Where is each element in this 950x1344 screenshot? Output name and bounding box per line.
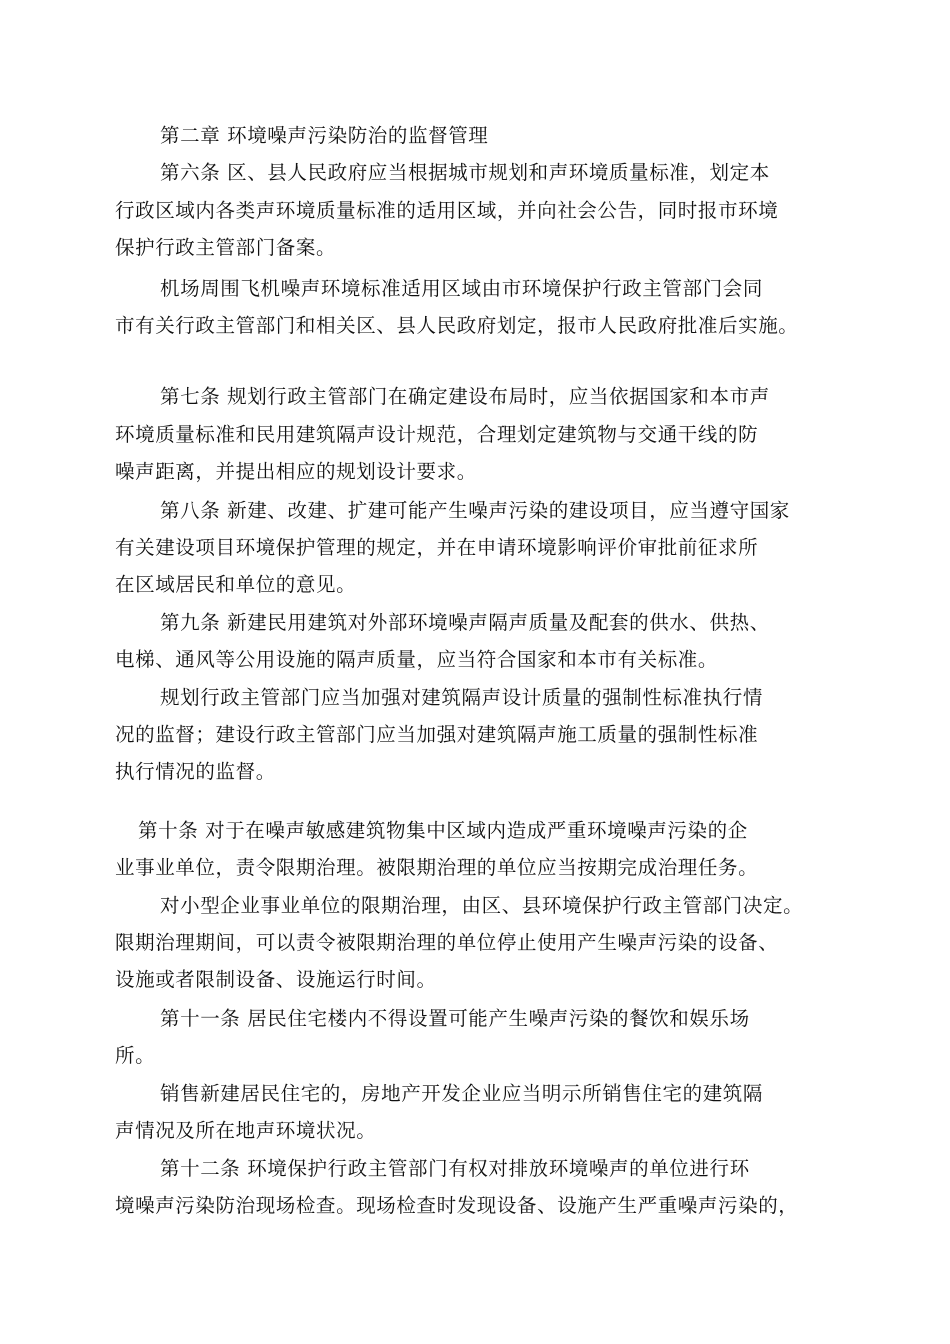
article-9-para-2-line-3: 执行情况的监督。	[115, 760, 276, 783]
article-12-line-1: 第十二条 环境保护行政主管部门有权对排放环境噪声的单位进行环	[160, 1157, 750, 1180]
article-9-line-2: 电梯、通风等公用设施的隔声质量，应当符合国家和本市有关标准。	[115, 648, 719, 671]
article-11-para-2-line-2: 声情况及所在地声环境状况。	[115, 1119, 377, 1142]
article-9-line-1: 第九条 新建民用建筑对外部环境噪声隔声质量及配套的供水、供热、	[160, 611, 770, 634]
article-6-line-1: 第六条 区、县人民政府应当根据城市规划和声环境质量标准，划定本	[160, 161, 770, 184]
article-7-line-2: 环境质量标准和民用建筑隔声设计规范，合理划定建筑物与交通干线的防	[115, 423, 759, 446]
chapter-heading: 第二章 环境噪声污染防治的监督管理	[160, 124, 489, 147]
article-8-line-3: 在区域居民和单位的意见。	[115, 573, 357, 596]
article-8-line-1: 第八条 新建、改建、扩建可能产生噪声污染的建设项目，应当遵守国家	[160, 499, 790, 522]
article-9-para-2-line-2: 况的监督；建设行政主管部门应当加强对建筑隔声施工质量的强制性标准	[115, 723, 759, 746]
article-12-line-2: 境噪声污染防治现场检查。现场检查时发现设备、设施产生严重噪声污染的，	[115, 1194, 799, 1217]
article-10-para-2-line-1: 对小型企业事业单位的限期治理，由区、县环境保护行政主管部门决定。	[160, 894, 804, 917]
article-10-line-1: 第十条 对于在噪声敏感建筑物集中区域内造成严重环境噪声污染的企	[138, 819, 748, 842]
article-10-para-2-line-3: 设施或者限制设备、设施运行时间。	[115, 968, 437, 991]
article-11-line-1: 第十一条 居民住宅楼内不得设置可能产生噪声污染的餐饮和娱乐场	[160, 1007, 750, 1030]
article-6-para-2-line-1: 机场周围飞机噪声环境标准适用区域由市环境保护行政主管部门会同	[160, 277, 764, 300]
article-6-line-3: 保护行政主管部门备案。	[115, 236, 337, 259]
article-7-line-3: 噪声距离，并提出相应的规划设计要求。	[115, 460, 477, 483]
article-11-line-2: 所。	[115, 1044, 156, 1067]
article-6-line-2: 行政区域内各类声环境质量标准的适用区域，并向社会公告，同时报市环境	[115, 199, 779, 222]
article-8-line-2: 有关建设项目环境保护管理的规定，并在申请环境影响评价审批前征求所	[115, 536, 759, 559]
article-10-para-2-line-2: 限期治理期间，可以责令被限期治理的单位停止使用产生噪声污染的设备、	[115, 931, 779, 954]
article-6-para-2-line-2: 市有关行政主管部门和相关区、县人民政府划定，报市人民政府批准后实施。	[115, 314, 799, 337]
article-11-para-2-line-1: 销售新建居民住宅的，房地产开发企业应当明示所销售住宅的建筑隔	[160, 1082, 764, 1105]
article-9-para-2-line-1: 规划行政主管部门应当加强对建筑隔声设计质量的强制性标准执行情	[160, 686, 764, 709]
article-7-line-1: 第七条 规划行政主管部门在确定建设布局时，应当依据国家和本市声	[160, 385, 770, 408]
article-10-line-2: 业事业单位，责令限期治理。被限期治理的单位应当按期完成治理任务。	[115, 856, 759, 879]
